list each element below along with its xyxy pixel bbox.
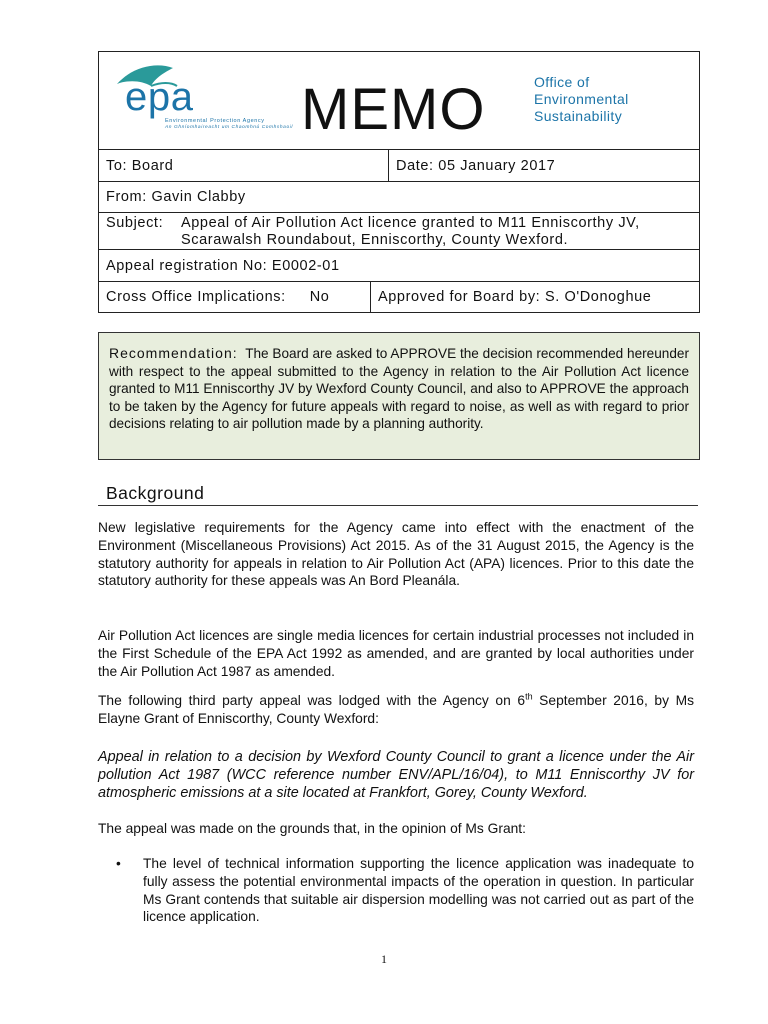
memo-title: MEMO [301, 77, 486, 142]
office-name [524, 52, 699, 149]
office-line: Sustainability [534, 108, 623, 124]
svg-text:Environmental Protection Agenc: Environmental Protection Agency [165, 118, 265, 124]
paragraph-text: The following third party appeal was lodged with the Agency on 6 [98, 693, 526, 708]
from-field: From: Gavin Clabby [106, 189, 246, 205]
office-line: Office of [534, 74, 590, 90]
memo-header-row [99, 52, 699, 149]
subject-row [99, 212, 699, 249]
svg-text:epa: epa [125, 75, 194, 119]
recommendation-box [98, 332, 700, 460]
from-row [99, 181, 699, 212]
cross-office-label: Cross Office Implications: [106, 289, 286, 305]
appeal-quote: Appeal in relation to a decision by Wexford County Council to grant a licence under the Air pollution Act 1987 (WCC reference number ENV/APL/16/04), to M11 Enniscorthy JV for atmospheric emissions at a site located at Frankfort, Gorey, County Wexford. [98, 749, 694, 802]
epa-logo-mark-icon [107, 56, 294, 146]
paragraph: New legislative requirements for the Agency came into effect with the enactment of the Environment (Miscellaneous Provisions) Act 2015. As of the 31 August 2015, the Agency is the statutory authority for appeals in relation to Air Pollution Act (APA) licences. Prior to this date the statutory authority for these appeals was An Bord Pleanála. [98, 520, 694, 589]
subject-label: Subject: [106, 215, 164, 231]
cross-office-value: No [309, 289, 330, 305]
cross-office-row [99, 281, 699, 312]
to-field: To: Board [99, 150, 389, 181]
date-field: Date: 05 January 2017 [396, 157, 556, 174]
paragraph: Air Pollution Act licences are single media licences for certain industrial processes not included in the First Schedule of the EPA Act 1992 as amended, and are granted by local authorities under the Air Pollution Act 1987 as amended. [98, 628, 694, 679]
appeal-registration-row [99, 249, 699, 281]
subject-text: Appeal of Air Pollution Act licence granted to M11 Enniscorthy JV, Scarawalsh Roundabout, Enniscorthy, County Wexford. [181, 215, 640, 248]
appeal-registration: Appeal registration No: E0002-01 [106, 257, 340, 274]
ordinal-suffix: th [525, 691, 533, 702]
approved-for-board: Approved for Board by: S. O'Donoghue [378, 289, 652, 305]
list-item [116, 855, 694, 926]
memo-header-table [98, 51, 700, 313]
cross-office-implications [99, 282, 371, 312]
paragraph [98, 692, 694, 728]
recommendation-text: The Board are asked to APPROVE the decision recommended hereunder with respect to the appeal submitted to the Agency in relation to the Air Pollution Act licence granted to M11 Enniscorthy JV by Wexford County Council, and also to APPROVE the approach to be taken by the Agency for future appeals with regard to noise, as well as with regard to prior decisions relating to air pollution made by a planning authority. [109, 346, 690, 432]
office-line: Environmental [534, 91, 629, 107]
paragraph: The appeal was made on the grounds that, in the opinion of Ms Grant: [98, 821, 526, 836]
list-item-text: The level of technical information supporting the licence application was inadequate to fully assess the potential environmental impacts of the operation in question. In particular Ms Grant contends that suitable air dispersion modelling was not carried out as part of the licence application. [143, 856, 694, 925]
section-heading [98, 482, 698, 506]
epa-logo [99, 52, 294, 149]
page-number: 1 [381, 952, 387, 966]
paragraph-text: September 2016, by Ms Elayne Grant of Enniscorthy, County Wexford: [98, 693, 694, 726]
to-date-row [99, 149, 699, 181]
section-heading-text: Background [106, 483, 205, 503]
recommendation-label: Recommendation: [109, 345, 238, 361]
bullet-icon: • [116, 856, 121, 871]
svg-text:An Ghníomhaireacht um Chaomhnú: An Ghníomhaireacht um Chaomhnú Comhshaoil [165, 125, 294, 130]
